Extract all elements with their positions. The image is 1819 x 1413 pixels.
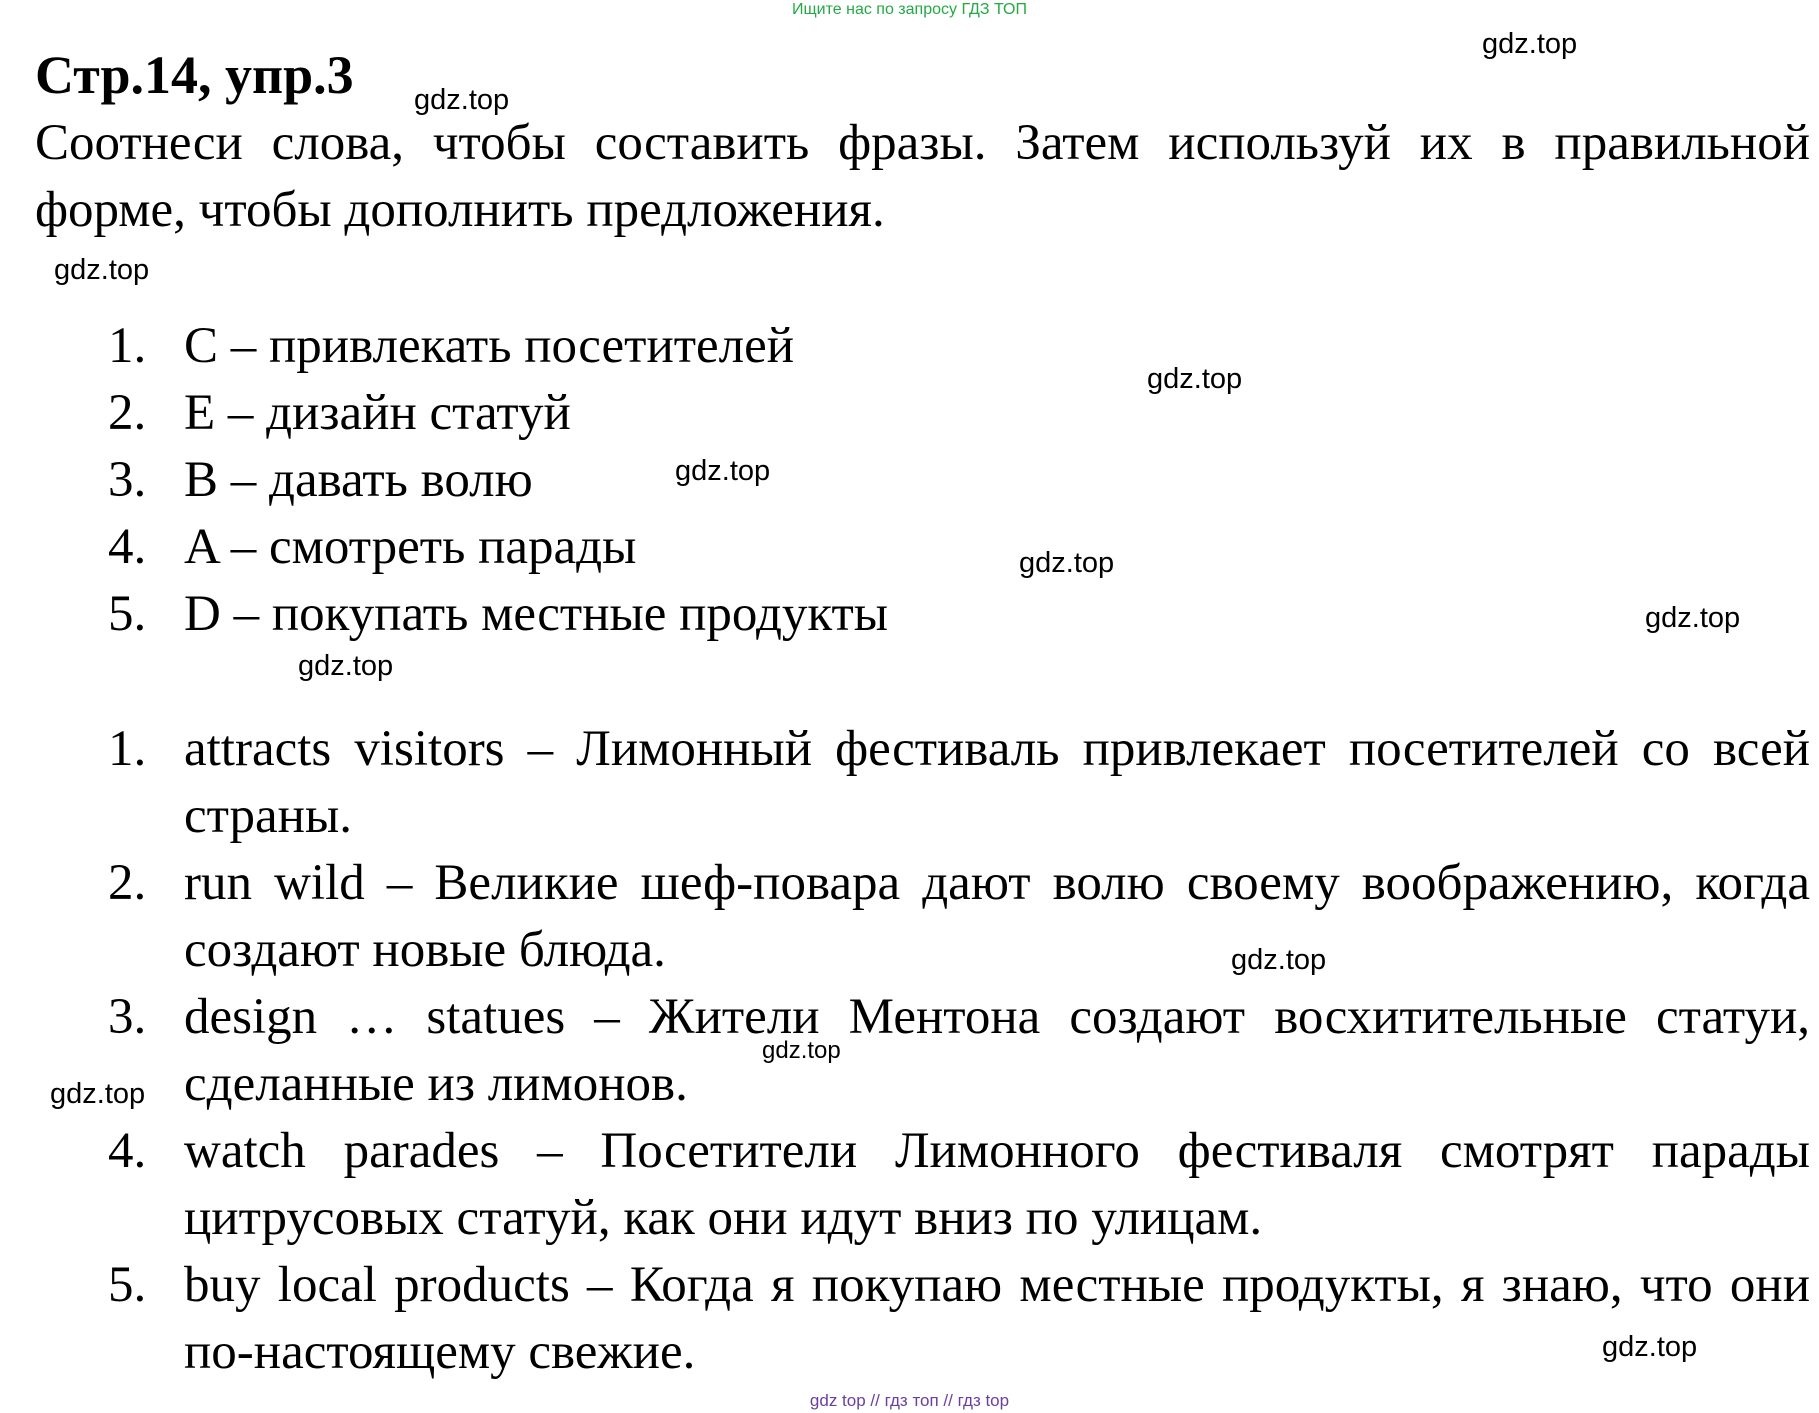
match-item (0, 380, 1810, 447)
match-list (0, 313, 1810, 648)
sentence-list (0, 716, 1810, 1386)
sentence-number: 1. (108, 721, 147, 777)
match-number: 2. (108, 385, 147, 441)
sentence-item (0, 850, 1810, 984)
sentence-item (0, 716, 1810, 850)
sentence-number: 4. (108, 1123, 147, 1179)
match-text: E – дизайн статуй (184, 385, 571, 441)
sentence-number: 5. (108, 1257, 147, 1313)
watermark: gdz.top (1482, 28, 1578, 60)
match-item (0, 514, 1810, 581)
match-item (0, 447, 1810, 514)
sentence-item (0, 984, 1810, 1118)
sentence-text: run wild – Великие шеф-повара дают волю своему воображению, когда создают новые блюда. (184, 855, 1810, 978)
sentence-text: watch parades – Посетители Лимонного фестиваля смотрят парады цитрусовых статуй, как они идут вниз по улицам. (184, 1123, 1810, 1246)
match-text: D – покупать местные продукты (184, 586, 889, 642)
top-banner[interactable]: Ищите нас по запросу ГДЗ ТОП (792, 1, 1027, 18)
exercise-instruction: Соотнеси слова, чтобы составить фразы. Затем используй их в правильной форме, чтобы дополнить предложения. (35, 115, 1810, 238)
watermark: gdz.top (1602, 1331, 1698, 1363)
page-title: Стр.14, упр.3 (35, 45, 354, 105)
watermark: gdz.top (1231, 944, 1327, 976)
watermark: gdz.top (1019, 547, 1115, 579)
sentence-text: attracts visitors – Лимонный фестиваль привлекает посетителей со всей страны. (184, 721, 1810, 844)
watermark: gdz.top (298, 650, 394, 682)
footer-banner[interactable]: gdz top // гдз топ // гдз top (809, 1391, 1010, 1410)
sentence-text: design … statues – Жители Ментона создают восхитительные статуи, сделанные из лимонов. (184, 989, 1810, 1112)
sentence-number: 3. (108, 989, 147, 1045)
sentence-text: buy local products – Когда я покупаю местные продукты, я знаю, что они по-настоящему свежие. (184, 1257, 1810, 1380)
match-text: A – смотреть парады (184, 519, 637, 575)
match-number: 3. (108, 452, 147, 508)
sentence-item (0, 1252, 1810, 1386)
watermark: gdz.top (414, 84, 510, 116)
match-number: 1. (108, 318, 147, 374)
watermark: gdz.top (1645, 602, 1741, 634)
watermark: gdz.top (675, 455, 771, 487)
match-item (0, 581, 1810, 648)
match-text: C – привлекать посетителей (184, 318, 795, 374)
sentence-item (0, 1118, 1810, 1252)
watermark: gdz.top (50, 1078, 146, 1110)
match-item (0, 313, 1810, 380)
match-number: 4. (108, 519, 147, 575)
sentence-number: 2. (108, 855, 147, 911)
watermark: gdz.top (54, 254, 150, 286)
watermark: gdz.top (1147, 363, 1243, 395)
match-number: 5. (108, 586, 147, 642)
match-text: B – давать волю (184, 452, 533, 508)
watermark: gdz.top (762, 1037, 841, 1064)
